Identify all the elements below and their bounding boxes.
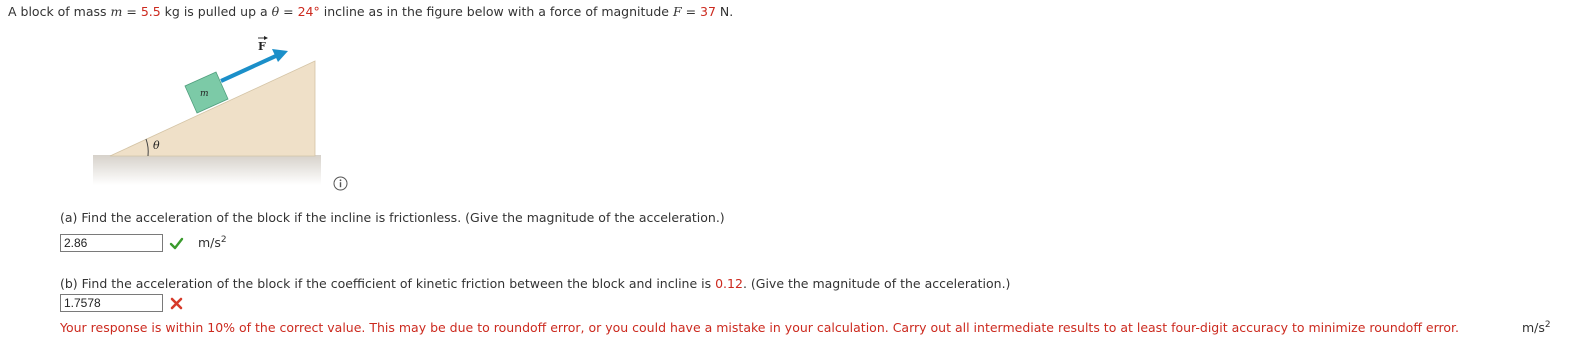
mass-value: 5.5 (140, 4, 161, 19)
problem-statement (8, 4, 733, 19)
question-b-text-1: (b) Find the acceleration of the block if the coefficient of kinetic friction between the block and incline is (60, 276, 716, 291)
mass-symbol: m (110, 4, 123, 19)
info-icon[interactable] (333, 176, 348, 191)
answer-b-input[interactable] (60, 294, 163, 312)
force-symbol: F (672, 4, 682, 19)
ground (93, 155, 321, 185)
angle-label: θ (153, 139, 160, 152)
vector-arrow-head (264, 36, 268, 40)
problem-text-2: = (122, 4, 141, 19)
force-label: F (258, 40, 266, 53)
check-icon (169, 236, 184, 251)
answer-row-b (60, 293, 184, 313)
question-b (60, 276, 1010, 291)
problem-text-6: = (681, 4, 701, 19)
unit-a: $m/s^2$ (198, 235, 227, 251)
x-mark-icon (169, 296, 184, 311)
problem-text-7: N. (715, 4, 734, 19)
problem-text-3: kg is pulled up a (160, 4, 272, 19)
answer-a-input[interactable] (60, 234, 163, 252)
problem-text-4: = (279, 4, 298, 19)
question-b-text-2: . (Give the magnitude of the acceleration.) (742, 276, 1011, 291)
force-arrow-shaft (221, 55, 278, 81)
question-a: (a) Find the acceleration of the block if the incline is frictionless. (Give the magnitude of the acceleration.) (60, 210, 725, 225)
answer-row-a (60, 233, 227, 253)
angle-value: 24° (297, 4, 320, 19)
problem-text-1: A block of mass (8, 4, 111, 19)
problem-text-5: incline as in the figure below with a force of magnitude (319, 4, 673, 19)
theta-symbol: θ (271, 4, 280, 19)
mass-label: m (200, 89, 209, 99)
feedback-text: Your response is within 10% of the correct value. This may be due to roundoff error, or you could have a mistake in your calculation. Carry out all intermediate results to at least four-digit accuracy to minimize roundoff error. (60, 320, 1459, 335)
force-value: 37 (700, 4, 716, 19)
incline-figure (0, 28, 360, 188)
unit-b: $m/s^2$ (1522, 320, 1551, 336)
mu-value: 0.12 (715, 276, 743, 291)
